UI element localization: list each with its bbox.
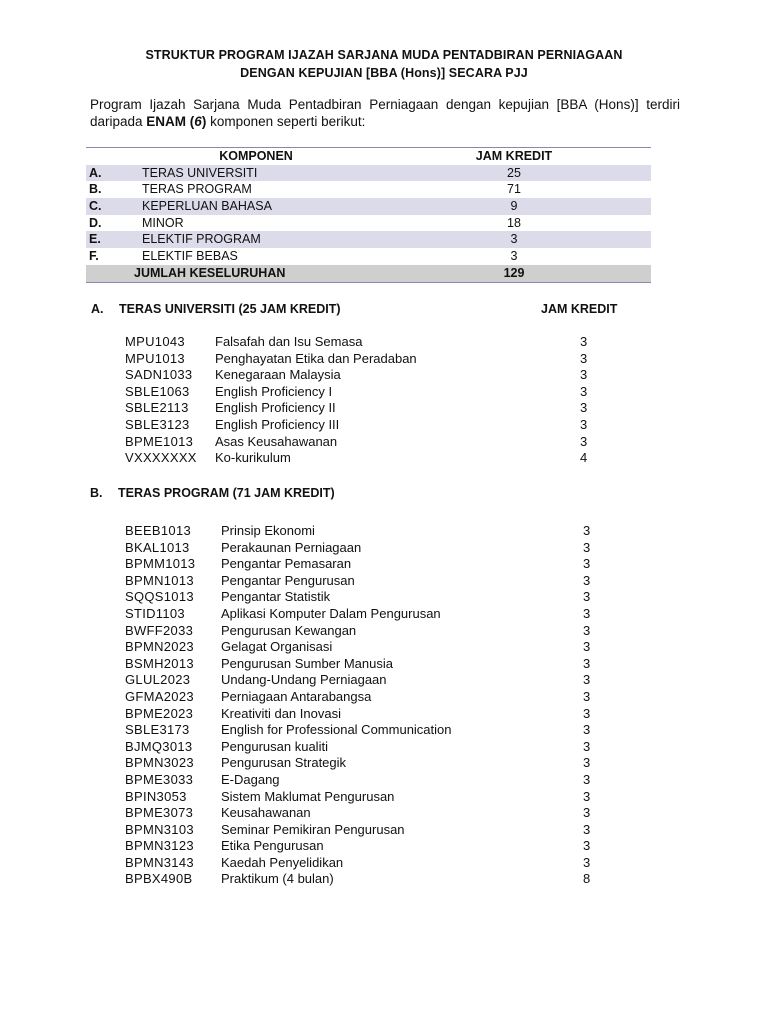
course-credit: 3: [583, 854, 591, 870]
component-letter: D.: [89, 215, 102, 230]
course-credit: 3: [583, 672, 591, 688]
component-letter: F.: [89, 249, 99, 264]
course-name: Keusahawanan: [221, 805, 311, 821]
course-name: Asas Keusahawanan: [215, 433, 338, 449]
course-name: Pengantar Pemasaran: [221, 556, 352, 572]
course-credit: 3: [583, 805, 591, 821]
course-code: GFMA2023: [125, 688, 194, 704]
course-row: [125, 871, 595, 888]
component-row: [86, 165, 651, 182]
course-credit: 3: [583, 788, 591, 804]
course-credit: 3: [583, 771, 591, 787]
component-name: ELEKTIF PROGRAM: [142, 232, 261, 247]
course-code: BPME2023: [125, 705, 194, 721]
course-code: BPMN3103: [125, 821, 194, 837]
course-code: SQQS1013: [125, 589, 194, 605]
course-name: Falsafah dan Isu Semasa: [215, 334, 363, 349]
course-code: SBLE1063: [125, 383, 190, 399]
course-name: Pengurusan kualiti: [221, 738, 328, 754]
course-row: [125, 540, 595, 557]
component-letter: B.: [89, 182, 102, 197]
course-row: [125, 672, 595, 689]
course-credit: 3: [580, 433, 588, 449]
course-code: BPMN3123: [125, 838, 194, 854]
course-credit: 3: [583, 655, 591, 671]
course-row: [125, 706, 595, 723]
course-credit: 3: [583, 539, 591, 555]
course-name: Perniagaan Antarabangsa: [221, 688, 372, 704]
course-credit: 3: [580, 367, 588, 383]
course-row: [125, 367, 595, 384]
course-name: Kenegaraan Malaysia: [215, 367, 341, 383]
course-name: Sistem Maklumat Pengurusan: [221, 788, 395, 804]
course-code: SBLE3123: [125, 416, 190, 432]
section-a-course-list: [125, 334, 595, 467]
section-a-letter: A.: [91, 302, 104, 316]
course-code: STID1103: [125, 605, 185, 621]
course-row: [125, 656, 595, 673]
total-label: JUMLAH KESELURUHAN: [134, 265, 286, 280]
course-name: E-Dagang: [221, 771, 280, 787]
course-row: [125, 573, 595, 590]
course-code: BPBX490B: [125, 871, 193, 887]
course-credit: 3: [583, 838, 591, 854]
course-code: BKAL1013: [125, 539, 190, 555]
component-row: [86, 248, 651, 265]
component-letter: C.: [89, 199, 102, 214]
course-code: BEEB1013: [125, 523, 192, 538]
course-credit: 3: [583, 572, 591, 588]
course-row: [125, 606, 595, 623]
course-code: MPU1013: [125, 350, 185, 366]
component-name: MINOR: [142, 215, 184, 230]
course-row: [125, 450, 595, 467]
header-credit: JAM KREDIT: [475, 149, 553, 163]
course-name: Undang-Undang Perniagaan: [221, 672, 387, 688]
component-credit: 25: [507, 165, 521, 180]
course-code: GLUL2023: [125, 672, 191, 688]
course-credit: 3: [583, 705, 591, 721]
course-row: [125, 739, 595, 756]
course-name: Pengurusan Kewangan: [221, 622, 357, 638]
course-name: Pengantar Pengurusan: [221, 572, 355, 588]
course-credit: 3: [583, 556, 591, 572]
component-total-row: [86, 265, 651, 283]
course-name: Kreativiti dan Inovasi: [221, 705, 341, 721]
component-row: [86, 231, 651, 248]
course-credit: 3: [583, 523, 591, 538]
course-row: [125, 805, 595, 822]
section-a-credit-header: JAM KREDIT: [541, 302, 618, 316]
component-row: [86, 198, 651, 215]
total-credit: 129: [503, 265, 525, 280]
course-credit: 3: [583, 722, 591, 738]
course-row: [125, 755, 595, 772]
course-row: [125, 855, 595, 872]
course-code: BPMN2023: [125, 639, 194, 655]
course-code: BJMQ3013: [125, 738, 193, 754]
component-name: KEPERLUAN BAHASA: [142, 199, 272, 214]
course-name: Perakaunan Perniagaan: [221, 539, 362, 555]
course-code: VXXXXXXX: [125, 450, 197, 466]
course-row: [125, 689, 595, 706]
course-credit: 3: [583, 821, 591, 837]
course-row: [125, 417, 595, 434]
course-credit: 3: [580, 400, 588, 416]
course-code: BPME3073: [125, 805, 194, 821]
document-title-line-2: DENGAN KEPUJIAN [BBA (Hons)] SECARA PJJ: [240, 66, 528, 80]
component-rows: [86, 165, 651, 265]
course-row: [125, 384, 595, 401]
course-row: [125, 789, 595, 806]
course-row: [125, 838, 595, 855]
course-credit: 3: [583, 688, 591, 704]
course-name: Kaedah Penyelidikan: [221, 854, 344, 870]
header-component: KOMPONEN: [219, 149, 293, 163]
component-letter: E.: [89, 232, 101, 247]
section-b-course-list: [125, 523, 595, 888]
course-name: Pengantar Statistik: [221, 589, 331, 605]
intro-paragraph: [90, 96, 680, 130]
course-name: Pengurusan Sumber Manusia: [221, 655, 393, 671]
section-b-letter: B.: [90, 486, 103, 500]
course-code: BPMN3143: [125, 854, 194, 870]
component-credit: 3: [510, 249, 518, 264]
course-name: English Proficiency II: [215, 400, 336, 416]
component-name: TERAS UNIVERSITI: [142, 165, 258, 180]
course-name: English Proficiency III: [215, 416, 340, 432]
course-row: [125, 639, 595, 656]
course-row: [125, 623, 595, 640]
section-a-title: TERAS UNIVERSITI (25 JAM KREDIT): [119, 302, 341, 316]
course-name: English for Professional Communication: [221, 722, 452, 738]
course-row: [125, 334, 595, 351]
section-b-title: TERAS PROGRAM (71 JAM KREDIT): [118, 486, 335, 500]
intro-bold-close: ): [201, 114, 207, 129]
component-name: ELEKTIF BEBAS: [142, 249, 238, 264]
course-row: [125, 400, 595, 417]
course-credit: 3: [580, 416, 588, 432]
course-name: Ko-kurikulum: [215, 450, 291, 466]
course-credit: 3: [580, 383, 588, 399]
course-name: Penghayatan Etika dan Peradaban: [215, 350, 417, 366]
course-credit: 4: [580, 450, 588, 466]
course-name: Gelagat Organisasi: [221, 639, 333, 655]
course-code: BWFF2033: [125, 622, 194, 638]
intro-bold-number: 6: [194, 114, 202, 129]
component-credit: 9: [510, 199, 518, 214]
component-credit: 3: [510, 232, 518, 247]
course-row: [125, 523, 595, 540]
course-code: BSMH2013: [125, 655, 194, 671]
course-row: [125, 822, 595, 839]
component-table: [86, 147, 651, 283]
course-code: BPME1013: [125, 433, 194, 449]
course-code: BPMN1013: [125, 572, 194, 588]
component-letter: A.: [89, 165, 102, 180]
course-credit: 3: [583, 605, 591, 621]
course-code: SBLE3173: [125, 722, 190, 738]
component-table-header: [86, 148, 651, 165]
course-row: [125, 589, 595, 606]
course-code: MPU1043: [125, 334, 185, 349]
course-credit: 3: [580, 350, 588, 366]
course-credit: 8: [583, 871, 591, 887]
course-name: English Proficiency I: [215, 383, 333, 399]
course-row: [125, 434, 595, 451]
course-credit: 3: [580, 334, 588, 349]
course-code: BPIN3053: [125, 788, 187, 804]
course-name: Aplikasi Komputer Dalam Pengurusan: [221, 605, 441, 621]
course-row: [125, 772, 595, 789]
course-name: Praktikum (4 bulan): [221, 871, 334, 887]
course-code: BPME3033: [125, 771, 194, 787]
course-name: Prinsip Ekonomi: [221, 523, 315, 538]
course-row: [125, 556, 595, 573]
component-credit: 71: [507, 182, 521, 197]
intro-text-end: komponen seperti berikut:: [206, 114, 366, 129]
course-code: BPMM1013: [125, 556, 196, 572]
component-row: [86, 181, 651, 198]
course-row: [125, 722, 595, 739]
course-name: Etika Pengurusan: [221, 838, 324, 854]
course-credit: 3: [583, 622, 591, 638]
course-code: BPMN3023: [125, 755, 194, 771]
course-name: Pengurusan Strategik: [221, 755, 347, 771]
course-credit: 3: [583, 639, 591, 655]
course-credit: 3: [583, 738, 591, 754]
course-row: [125, 351, 595, 368]
course-name: Seminar Pemikiran Pengurusan: [221, 821, 405, 837]
course-code: SBLE2113: [125, 400, 189, 416]
component-name: TERAS PROGRAM: [142, 182, 252, 197]
intro-text: Program Ijazah Sarjana Muda Pentadbiran Perniagaan dengan kepujian [BBA (Hons)] terdiri daripada: [90, 97, 680, 129]
course-credit: 3: [583, 589, 591, 605]
component-row: [86, 215, 651, 232]
document-title-line-1: STRUKTUR PROGRAM IJAZAH SARJANA MUDA PENTADBIRAN PERNIAGAAN: [145, 48, 623, 62]
course-credit: 3: [583, 755, 591, 771]
course-code: SADN1033: [125, 367, 193, 383]
intro-bold-open: ENAM (: [146, 114, 195, 129]
component-credit: 18: [507, 215, 521, 230]
